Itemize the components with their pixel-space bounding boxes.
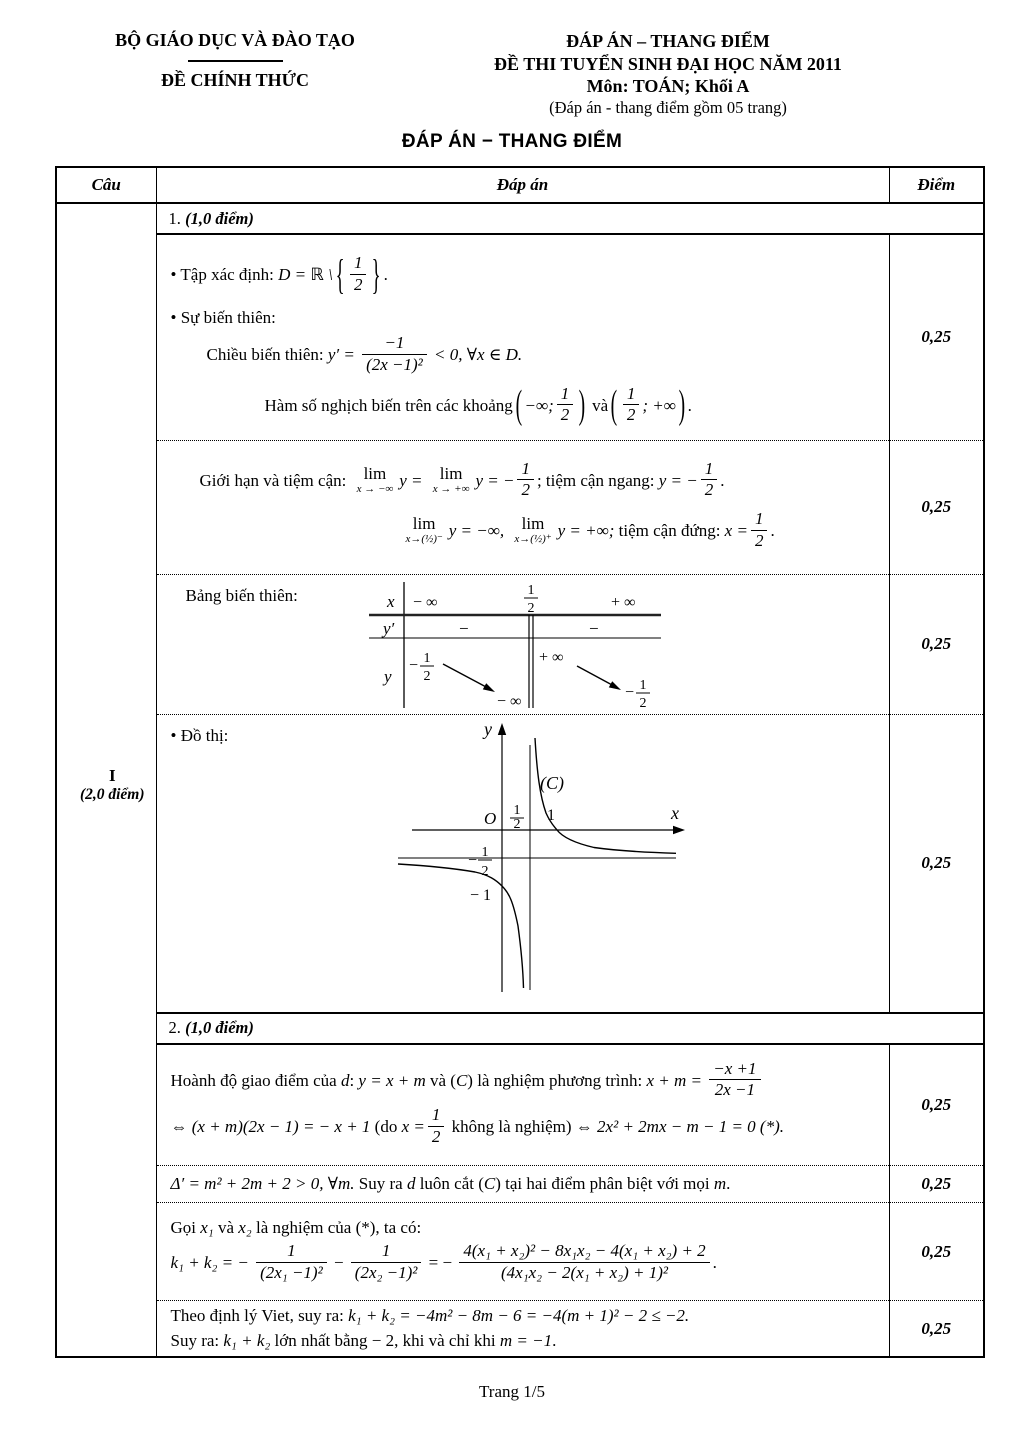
period: . xyxy=(383,264,388,284)
horizontal-asymptote-label: tiệm cận ngang: xyxy=(545,470,655,490)
limit-eq3: y = −∞, xyxy=(448,521,505,541)
subject-line: Môn: TOÁN; Khối A xyxy=(586,76,750,96)
vt-x-label: x xyxy=(386,592,395,612)
var-m: m xyxy=(713,1174,727,1194)
decreasing-line xyxy=(264,382,881,428)
answer-key-title: ĐÁP ÁN – THANG ĐIỂM xyxy=(566,31,770,51)
derivative-line xyxy=(206,333,881,376)
quadratic-equation: ⇔ 2x² + 2mx − m − 1 = 0 (*). xyxy=(575,1116,784,1136)
row-domain-monotonicity xyxy=(56,234,984,440)
slope-fraction1: $\frac{1}{\text{(2x₁ −1)²}}$ xyxy=(256,1242,327,1282)
page-title: ĐÁP ÁN − THANG ĐIỂM xyxy=(401,131,623,153)
vertical-asymptote-label: tiệm cận đứng: xyxy=(618,521,721,541)
vt-y-label: y xyxy=(383,667,392,687)
function-graph xyxy=(394,718,690,1010)
x-equals: x = xyxy=(401,1116,425,1136)
fraction-half: $\frac{1}{2}$ xyxy=(623,385,640,425)
limits-line2 xyxy=(400,509,881,552)
score-cell: 0,25 xyxy=(889,574,984,714)
roots-line xyxy=(171,1218,881,1238)
row-variation-table xyxy=(56,574,984,714)
part1-header-cell xyxy=(156,203,984,234)
limits-label: Giới hạn và tiệm cận: xyxy=(199,470,347,490)
vt-arrow2-head xyxy=(608,681,620,690)
derivative-label: Chiều biến thiên: xyxy=(206,345,324,365)
line-equation: y = x + m xyxy=(358,1070,426,1090)
fraction-half: $\frac{1}{2}$ xyxy=(557,385,574,425)
block-e-cell xyxy=(156,1044,889,1166)
x2-var: x₂ xyxy=(238,1218,252,1238)
variation-heading-line xyxy=(171,308,881,328)
period: . xyxy=(720,470,725,490)
page-header xyxy=(0,0,1024,118)
max-text: lớn nhất bằng − 2, khi và chỉ khi xyxy=(274,1330,496,1350)
score-cell: 0,25 xyxy=(889,1301,984,1358)
block-b-cell xyxy=(156,440,889,574)
period: . xyxy=(770,521,775,541)
equation-lhs: x + m = xyxy=(646,1070,703,1090)
vt-right-value-den: 2 xyxy=(639,696,646,712)
x1-var: x₁ xyxy=(200,1218,214,1238)
question-id: I xyxy=(108,765,116,785)
vt-right-value-minus: − xyxy=(624,684,634,702)
col-header-diem: Điểm xyxy=(889,167,984,203)
row-discriminant xyxy=(56,1166,984,1203)
suyra2-text: Suy ra: xyxy=(170,1330,220,1350)
do-text: (do xyxy=(374,1116,398,1136)
ministry-name: BỘ GIÁO DỤC VÀ ĐÀO TẠO xyxy=(115,30,355,50)
open-brace: { xyxy=(335,250,345,298)
not-root-text: không là nghiệm) xyxy=(451,1116,572,1136)
limits-line1 xyxy=(199,458,881,502)
x-axis-label: x xyxy=(670,802,679,823)
row-slopes-sum xyxy=(56,1203,984,1301)
interval1-left: −∞; xyxy=(524,395,554,415)
discriminant-formula: Δ′ = m² + 2m + 2 > 0, ∀m. xyxy=(170,1174,355,1194)
open-paren: ( xyxy=(515,382,522,428)
intersection-text3: ) là nghiệm phương trình: xyxy=(467,1070,643,1090)
col-header-cau: Câu xyxy=(56,167,156,203)
m-value: m = −1 xyxy=(499,1330,553,1350)
official-exam-label: ĐỀ CHÍNH THỨC xyxy=(160,70,310,90)
part2-points: (1,0 điểm) xyxy=(185,1018,254,1038)
col-header-dapan: Đáp án xyxy=(156,167,889,203)
graph-label-line xyxy=(171,726,229,746)
variation-table-label: Bảng biến thiên: xyxy=(185,586,298,606)
part1-header-row xyxy=(56,203,984,234)
roots-text: là nghiệm của (*), ta có: xyxy=(255,1218,422,1238)
domain-label: Tập xác định: xyxy=(180,264,274,284)
curve-left-branch xyxy=(398,864,524,988)
vt-left-value-num: 1 xyxy=(423,651,430,667)
semicolon: ; xyxy=(536,470,542,490)
block-g-cell xyxy=(156,1203,889,1301)
block-h-cell xyxy=(156,1301,889,1358)
interval2-right: ; +∞ xyxy=(642,395,676,415)
graph-label: Đồ thị: xyxy=(180,725,229,745)
half-tick-den: 2 xyxy=(513,816,520,832)
colon: : xyxy=(349,1070,355,1090)
row-graph xyxy=(56,714,984,1013)
question-points: (2,0 điểm) xyxy=(79,785,145,803)
k1k2-lhs: k₁ + k₂ = − xyxy=(170,1253,249,1273)
vt-bottom-neg-inf: − ∞ xyxy=(496,693,521,711)
bullet-icon: • xyxy=(170,725,177,745)
slopes-sum-equation xyxy=(170,1241,881,1284)
goi-text: Gọi xyxy=(170,1218,196,1238)
header-right xyxy=(428,30,908,118)
neg-half-minus: − xyxy=(467,851,477,869)
curve-name-label: (C) xyxy=(539,772,564,793)
part2-header-row xyxy=(56,1013,984,1044)
row-limits-asymptotes xyxy=(56,440,984,574)
vt-half-num: 1 xyxy=(527,583,534,599)
one-tick-label: 1 xyxy=(546,806,555,824)
limit-half-plus: lim x→(½)⁺ xyxy=(514,514,552,546)
vt-left-value-minus: − xyxy=(408,657,418,675)
block-f-cell xyxy=(156,1166,889,1203)
y-axis-label: y xyxy=(483,718,492,739)
vt-pos-inf: + ∞ xyxy=(610,594,635,612)
limit-neg-inf: lim x → −∞ xyxy=(356,463,394,495)
fraction-half: $\frac{1}{2}$ xyxy=(428,1106,445,1146)
variation-heading: Sự biến thiên: xyxy=(180,308,276,328)
part2-number: 2. xyxy=(168,1018,181,1038)
score-cell: 0,25 xyxy=(889,1166,984,1203)
score-cell: 0,25 xyxy=(889,714,984,1013)
equals-minus: = − xyxy=(428,1253,453,1273)
close-paren: ) xyxy=(678,382,686,428)
period: . xyxy=(712,1253,717,1273)
k1k2-var: k₁ + k₂ xyxy=(223,1330,271,1350)
vt-minus-sign: − xyxy=(588,619,599,639)
intersection-text2: và ( xyxy=(429,1070,456,1090)
and-text: và xyxy=(592,395,609,415)
viet-formula: k₁ + k₂ = −4m² − 8m − 6 = −4(m + 1)² − 2 ≤ −2. xyxy=(348,1306,690,1326)
score-cell: 0,25 xyxy=(889,234,984,440)
header-left xyxy=(60,30,410,118)
bullet-icon: • xyxy=(170,264,177,284)
vt-top-pos-inf: + ∞ xyxy=(538,649,563,667)
x-axis-arrow xyxy=(673,825,685,833)
derivative-rhs: < 0, ∀x ∈ D. xyxy=(434,345,523,365)
period: . xyxy=(687,395,692,415)
line-d: d xyxy=(340,1070,350,1090)
vertical-asymptote-eq: x = xyxy=(724,521,748,541)
curve-c: C xyxy=(455,1070,468,1090)
slope-fraction3: $\frac{\text{4(x₁ + x₂)² − 8x₁x₂ − 4(x₁ + x₂) + 2}}{\text{(4x₁x₂ − 2(x₁ + x₂) + 1)²}}$ xyxy=(459,1242,709,1282)
domain-formula: D = ℝ \ xyxy=(278,264,333,284)
vt-arrow1-shaft xyxy=(443,664,488,688)
vt-right-value-num: 1 xyxy=(639,678,646,694)
page-count-note: (Đáp án - thang điểm gồm 05 trang) xyxy=(549,97,787,117)
vt-arrow2-shaft xyxy=(577,666,614,686)
origin-label: O xyxy=(483,808,496,828)
period: . xyxy=(552,1330,557,1350)
block-c-cell xyxy=(156,574,889,714)
vt-arrow1-head xyxy=(482,683,494,692)
intersection-line2 xyxy=(170,1104,881,1148)
and-text: và xyxy=(217,1218,235,1238)
close-brace: } xyxy=(372,250,382,298)
variation-table-figure xyxy=(369,578,661,712)
open-paren: ( xyxy=(610,382,618,428)
vt-minus-sign: − xyxy=(458,619,469,639)
viet-text: Theo định lý Viet, suy ra: xyxy=(170,1306,344,1326)
vt-left-value-den: 2 xyxy=(423,669,430,685)
y-axis-arrow xyxy=(497,723,505,735)
fraction-half: $\frac{1}{2}$ xyxy=(751,510,768,550)
exam-title: ĐỀ THI TUYỂN SINH ĐẠI HỌC NĂM 2011 xyxy=(494,53,842,74)
bullet-icon: • xyxy=(170,308,177,328)
neg-half-den: 2 xyxy=(481,863,488,879)
header-divider-rule xyxy=(188,60,283,62)
limit-pos-inf: lim x → +∞ xyxy=(432,463,470,495)
fraction-half: $\frac{1}{2}$ xyxy=(517,460,534,500)
part2-header-cell xyxy=(156,1013,984,1044)
neg-half-num: 1 xyxy=(481,844,488,860)
intersection-line1 xyxy=(170,1058,881,1102)
derivative-lhs: y′ = xyxy=(327,345,355,365)
vt-half-den: 2 xyxy=(527,601,534,617)
cuts-text: luôn cắt ( xyxy=(419,1174,484,1194)
intersection-text1: Hoành độ giao điểm của xyxy=(170,1070,337,1090)
curve-c: C xyxy=(483,1174,496,1194)
decreasing-text: Hàm số nghịch biến trên các khoảng xyxy=(264,395,513,415)
max-line xyxy=(171,1329,881,1354)
viet-line xyxy=(171,1304,881,1329)
rational-fraction: $\frac{-x +1}{2x -1}$ xyxy=(709,1060,760,1100)
score-cell: 0,25 xyxy=(889,440,984,574)
part1-number: 1. xyxy=(168,208,181,228)
suyra-text: Suy ra xyxy=(358,1174,403,1194)
two-points-text: ) tại hai điểm phân biệt với mọi xyxy=(495,1174,710,1194)
equiv-equation1: ⇔ (x + m)(2x − 1) = − x + 1 xyxy=(170,1116,371,1136)
minus-sign: − xyxy=(333,1253,344,1273)
slope-fraction2: $\frac{1}{\text{(2x₂ −1)²}}$ xyxy=(351,1242,422,1282)
curve-right-branch xyxy=(535,738,676,853)
table-header-row xyxy=(56,167,984,203)
limit-eq4: y = +∞; xyxy=(557,521,615,541)
domain-line xyxy=(170,250,881,298)
score-cell: 0,25 xyxy=(889,1203,984,1301)
vt-yprime-label: y′ xyxy=(382,619,394,639)
neg-one-label: − 1 xyxy=(469,886,491,904)
vt-neg-inf: − ∞ xyxy=(412,594,437,612)
close-paren: ) xyxy=(578,382,586,428)
line-d: d xyxy=(406,1174,416,1194)
horizontal-asymptote-eq: y = − xyxy=(658,470,698,490)
half-tick-num: 1 xyxy=(513,802,520,818)
limit-eq2: y = − xyxy=(475,470,515,490)
page-number: Trang 1/5 xyxy=(479,1382,545,1402)
row-intersection xyxy=(56,1044,984,1166)
block-a-cell xyxy=(156,234,889,440)
row-conclusion xyxy=(56,1301,984,1358)
derivative-fraction: $\frac{-1}{\text{(2x −1)²}}$ xyxy=(362,334,427,374)
period: . xyxy=(726,1174,731,1194)
answer-table xyxy=(55,166,985,1358)
fraction-half: $\frac{1}{2}$ xyxy=(350,254,367,294)
limit-half-minus: lim x→(½)⁻ xyxy=(405,514,443,546)
question-cell xyxy=(56,203,156,1357)
part1-points: (1,0 điểm) xyxy=(185,208,254,228)
fraction-half: $\frac{1}{2}$ xyxy=(701,460,718,500)
score-cell: 0,25 xyxy=(889,1044,984,1166)
limit-eq1: y = xyxy=(399,470,423,490)
block-d-cell xyxy=(156,714,889,1013)
